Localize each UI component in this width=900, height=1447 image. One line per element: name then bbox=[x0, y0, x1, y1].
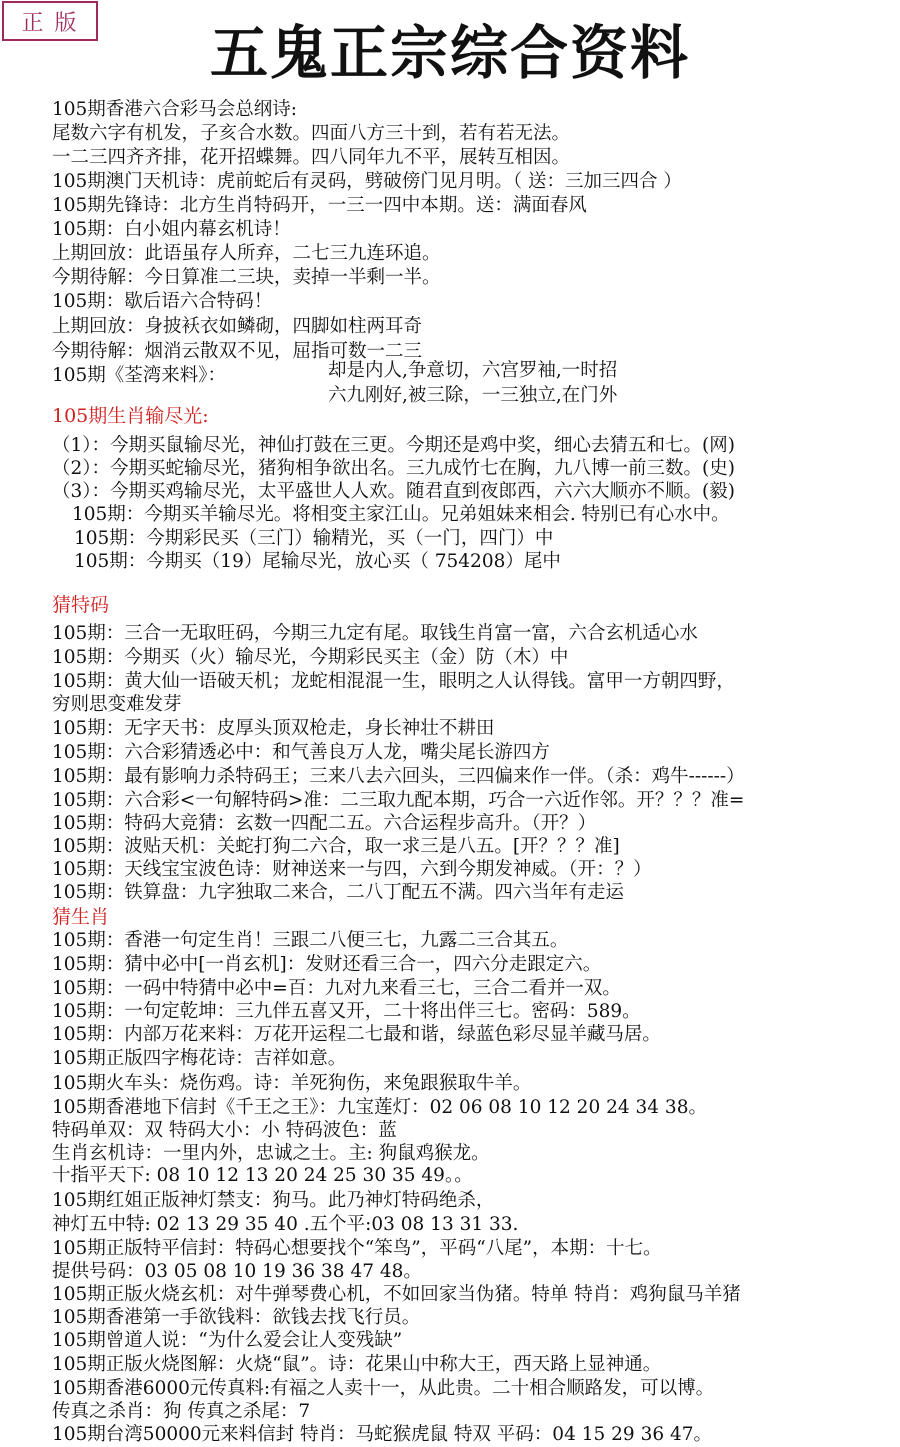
text-line: 105期：天线宝宝波色诗：财神送来一与四，六到今期发神威。（开：？） bbox=[52, 859, 652, 880]
text-line: 105期：内部万花来料：万花开运程二七最和谐，绿蓝色彩尽显羊藏马居。 bbox=[52, 1024, 661, 1045]
section-heading: 猜生肖 bbox=[52, 906, 110, 928]
text-line: 尾数六字有机发，子亥合水数。四面八方三十到，若有若无法。 bbox=[52, 123, 571, 144]
text-line: 神灯五中特: 02 13 29 35 40 .五个平:03 08 13 31 33. bbox=[52, 1214, 519, 1235]
text-line: 105期曾道人说：“为什么爱会让人变残缺” bbox=[52, 1330, 403, 1351]
text-line: 传真之杀肖：狗 传真之杀尾：7 bbox=[52, 1401, 311, 1422]
text-line: 却是内人,争意切，六宫罗袖,一时招 bbox=[328, 360, 618, 381]
text-line: 105期澳门天机诗：虎前蛇后有灵码，劈破傍门见月明。（ 送：三加三四合 ） bbox=[52, 171, 682, 192]
text-line: 105期：特码大竞猜：玄数一四配二五。六合运程步高升。（开？） bbox=[52, 813, 597, 834]
text-line: （3）：今期买鸡输尽光，太平盛世人人欢。随君直到夜郎西，六六大顺亦不顺。(毅) bbox=[52, 481, 735, 502]
text-line: 105期红姐正版神灯禁支：狗马。此乃神灯特码绝杀， bbox=[52, 1190, 495, 1211]
text-line: 105期：一码中特猜中必中=百：九对九来看三七，三合二看并一双。 bbox=[52, 978, 621, 999]
text-line: 十指平天下: 08 10 12 13 20 24 25 30 35 49。。 bbox=[52, 1165, 473, 1186]
text-line: 一二三四齐齐排，花开招蝶舞。四八同年九不平，展转互相因。 bbox=[52, 147, 571, 168]
text-line: 105期正版四字梅花诗：吉祥如意。 bbox=[52, 1048, 347, 1069]
text-line: （1）：今期买鼠输尽光，神仙打鼓在三更。今期还是鸡中奖，细心去猜五和七。(网) bbox=[52, 435, 735, 456]
text-line: （2）：今期买蛇输尽光，猪狗相争欲出名。三九成竹七在胸，九八博一前三数。(史) bbox=[52, 458, 735, 479]
text-line: 105期先锋诗：北方生肖特码开，一三一四中本期。送：满面春风 bbox=[52, 195, 587, 216]
text-line: 生肖玄机诗：一里内外，忠诚之士。主: 狗鼠鸡猴龙。 bbox=[52, 1143, 490, 1164]
section-heading: 猜特码 bbox=[52, 594, 110, 616]
text-line: 105期：六合彩<一句解特码>准：二三取九配本期，巧合一六近作邻。开？？？准= bbox=[52, 790, 745, 811]
text-line: 105期：无字天书：皮厚头顶双枪走，身长神壮不耕田 bbox=[52, 718, 495, 739]
text-line: 105期：歇后语六合特码！ bbox=[52, 291, 273, 312]
text-line: 105期：今期买羊输尽光。将相变主家江山。兄弟姐妹来相会. 特别已有心水中。 bbox=[72, 504, 730, 525]
text-line: 105期《荃湾来料》： bbox=[52, 365, 227, 386]
text-line: 105期火车头：烧伤鸡。诗：羊死狗伤，来兔跟猴取牛羊。 bbox=[52, 1073, 532, 1094]
text-line: 105期正版特平信封：特码心想要找个“笨鸟”，平码“八尾”，本期：十七。 bbox=[52, 1238, 662, 1259]
page-title: 五鬼正宗综合资料 bbox=[209, 19, 690, 87]
text-line: 105期：猜中必中[一肖玄机]：发财还看三合一，四六分走跟定六。 bbox=[52, 954, 602, 975]
text-line: 105期：今期买（19）尾输尽光，放心买（ 754208）尾中 bbox=[74, 551, 561, 572]
text-line: 105期：波贴天机：关蛇打狗二六合，取一求三是八五。[开？？？准] bbox=[52, 836, 620, 857]
text-line: 105期香港六合彩马会总纲诗: bbox=[52, 99, 298, 120]
text-line: 105期：三合一无取旺码，今期三九定有尾。取钱生肖富一富，六合玄机适心水 bbox=[52, 623, 698, 644]
text-line: 今期待解：今日算准二三块，卖掉一半剩一半。 bbox=[52, 267, 441, 288]
text-line: 105期香港第一手欲钱料：欲钱去找飞行员。 bbox=[52, 1307, 421, 1328]
text-line: 105期正版火烧玄机：对牛弹琴费心机，不如回家当伪猪。特单 特肖：鸡狗鼠马羊猪 bbox=[52, 1284, 741, 1305]
text-line: 105期香港6000元传真料:有福之人卖十一，从此贵。二十相合顺路发，可以博。 bbox=[52, 1378, 715, 1399]
text-line: 105期台湾50000元来料信封 特肖：马蛇猴虎鼠 特双 平码：04 15 29 36 47。 bbox=[52, 1424, 713, 1445]
text-line: 六九刚好,被三除，一三独立,在门外 bbox=[328, 385, 618, 406]
text-line: 上期回放：此语虽存人所弃，二七三九连环追。 bbox=[52, 243, 441, 264]
text-line: 特码单双：双 特码大小：小 特码波色：蓝 bbox=[52, 1120, 397, 1141]
text-line: 105期：今期彩民买（三门）输精光，买（一门，四门）中 bbox=[74, 528, 554, 549]
text-line: 105期：白小姐内幕玄机诗！ bbox=[52, 219, 291, 240]
text-line: 105期：铁算盘：九字独取二来合，二八丁配五不满。四六当年有走运 bbox=[52, 882, 624, 903]
text-line: 今期待解：烟消云散双不见，屈指可数一二三 bbox=[52, 341, 423, 362]
text-line: 105期：六合彩猜透必中：和气善良万人龙，嘴尖尾长游四方 bbox=[52, 742, 550, 763]
text-line: 105期：香港一句定生肖！三跟二八便三七，九露二三合其五。 bbox=[52, 930, 569, 951]
text-line: 105期：最有影响力杀特码王；三来八去六回头，三四偏来作一伴。（杀：鸡牛------） bbox=[52, 766, 745, 787]
text-line: 上期回放：身披袄衣如鳞砌，四脚如柱两耳奇 bbox=[52, 316, 423, 337]
text-line: 提供号码：03 05 08 10 19 36 38 47 48。 bbox=[52, 1261, 422, 1282]
text-line: 穷则思变难发芽 bbox=[52, 694, 182, 715]
text-line: 105期正版火烧图解：火烧“鼠”。诗：花果山中称大王，西天路上显神通。 bbox=[52, 1354, 662, 1375]
text-line: 105期香港地下信封《千王之王》：九宝莲灯：02 06 08 10 12 20 24 34 38。 bbox=[52, 1097, 707, 1118]
text-line: 105期：黄大仙一语破天机；龙蛇相混混一生，眼明之人认得钱。富甲一方朝四野， bbox=[52, 671, 735, 692]
authentic-badge: 正 版 bbox=[2, 1, 98, 41]
text-line: 105期：今期买（火）输尽光，今期彩民买主（金）防（木）中 bbox=[52, 647, 569, 668]
text-line: 105期：一句定乾坤：三九伴五喜又开，二十将出伴三七。密码：589。 bbox=[52, 1001, 641, 1022]
section-heading: 105期生肖输尽光: bbox=[52, 405, 209, 427]
